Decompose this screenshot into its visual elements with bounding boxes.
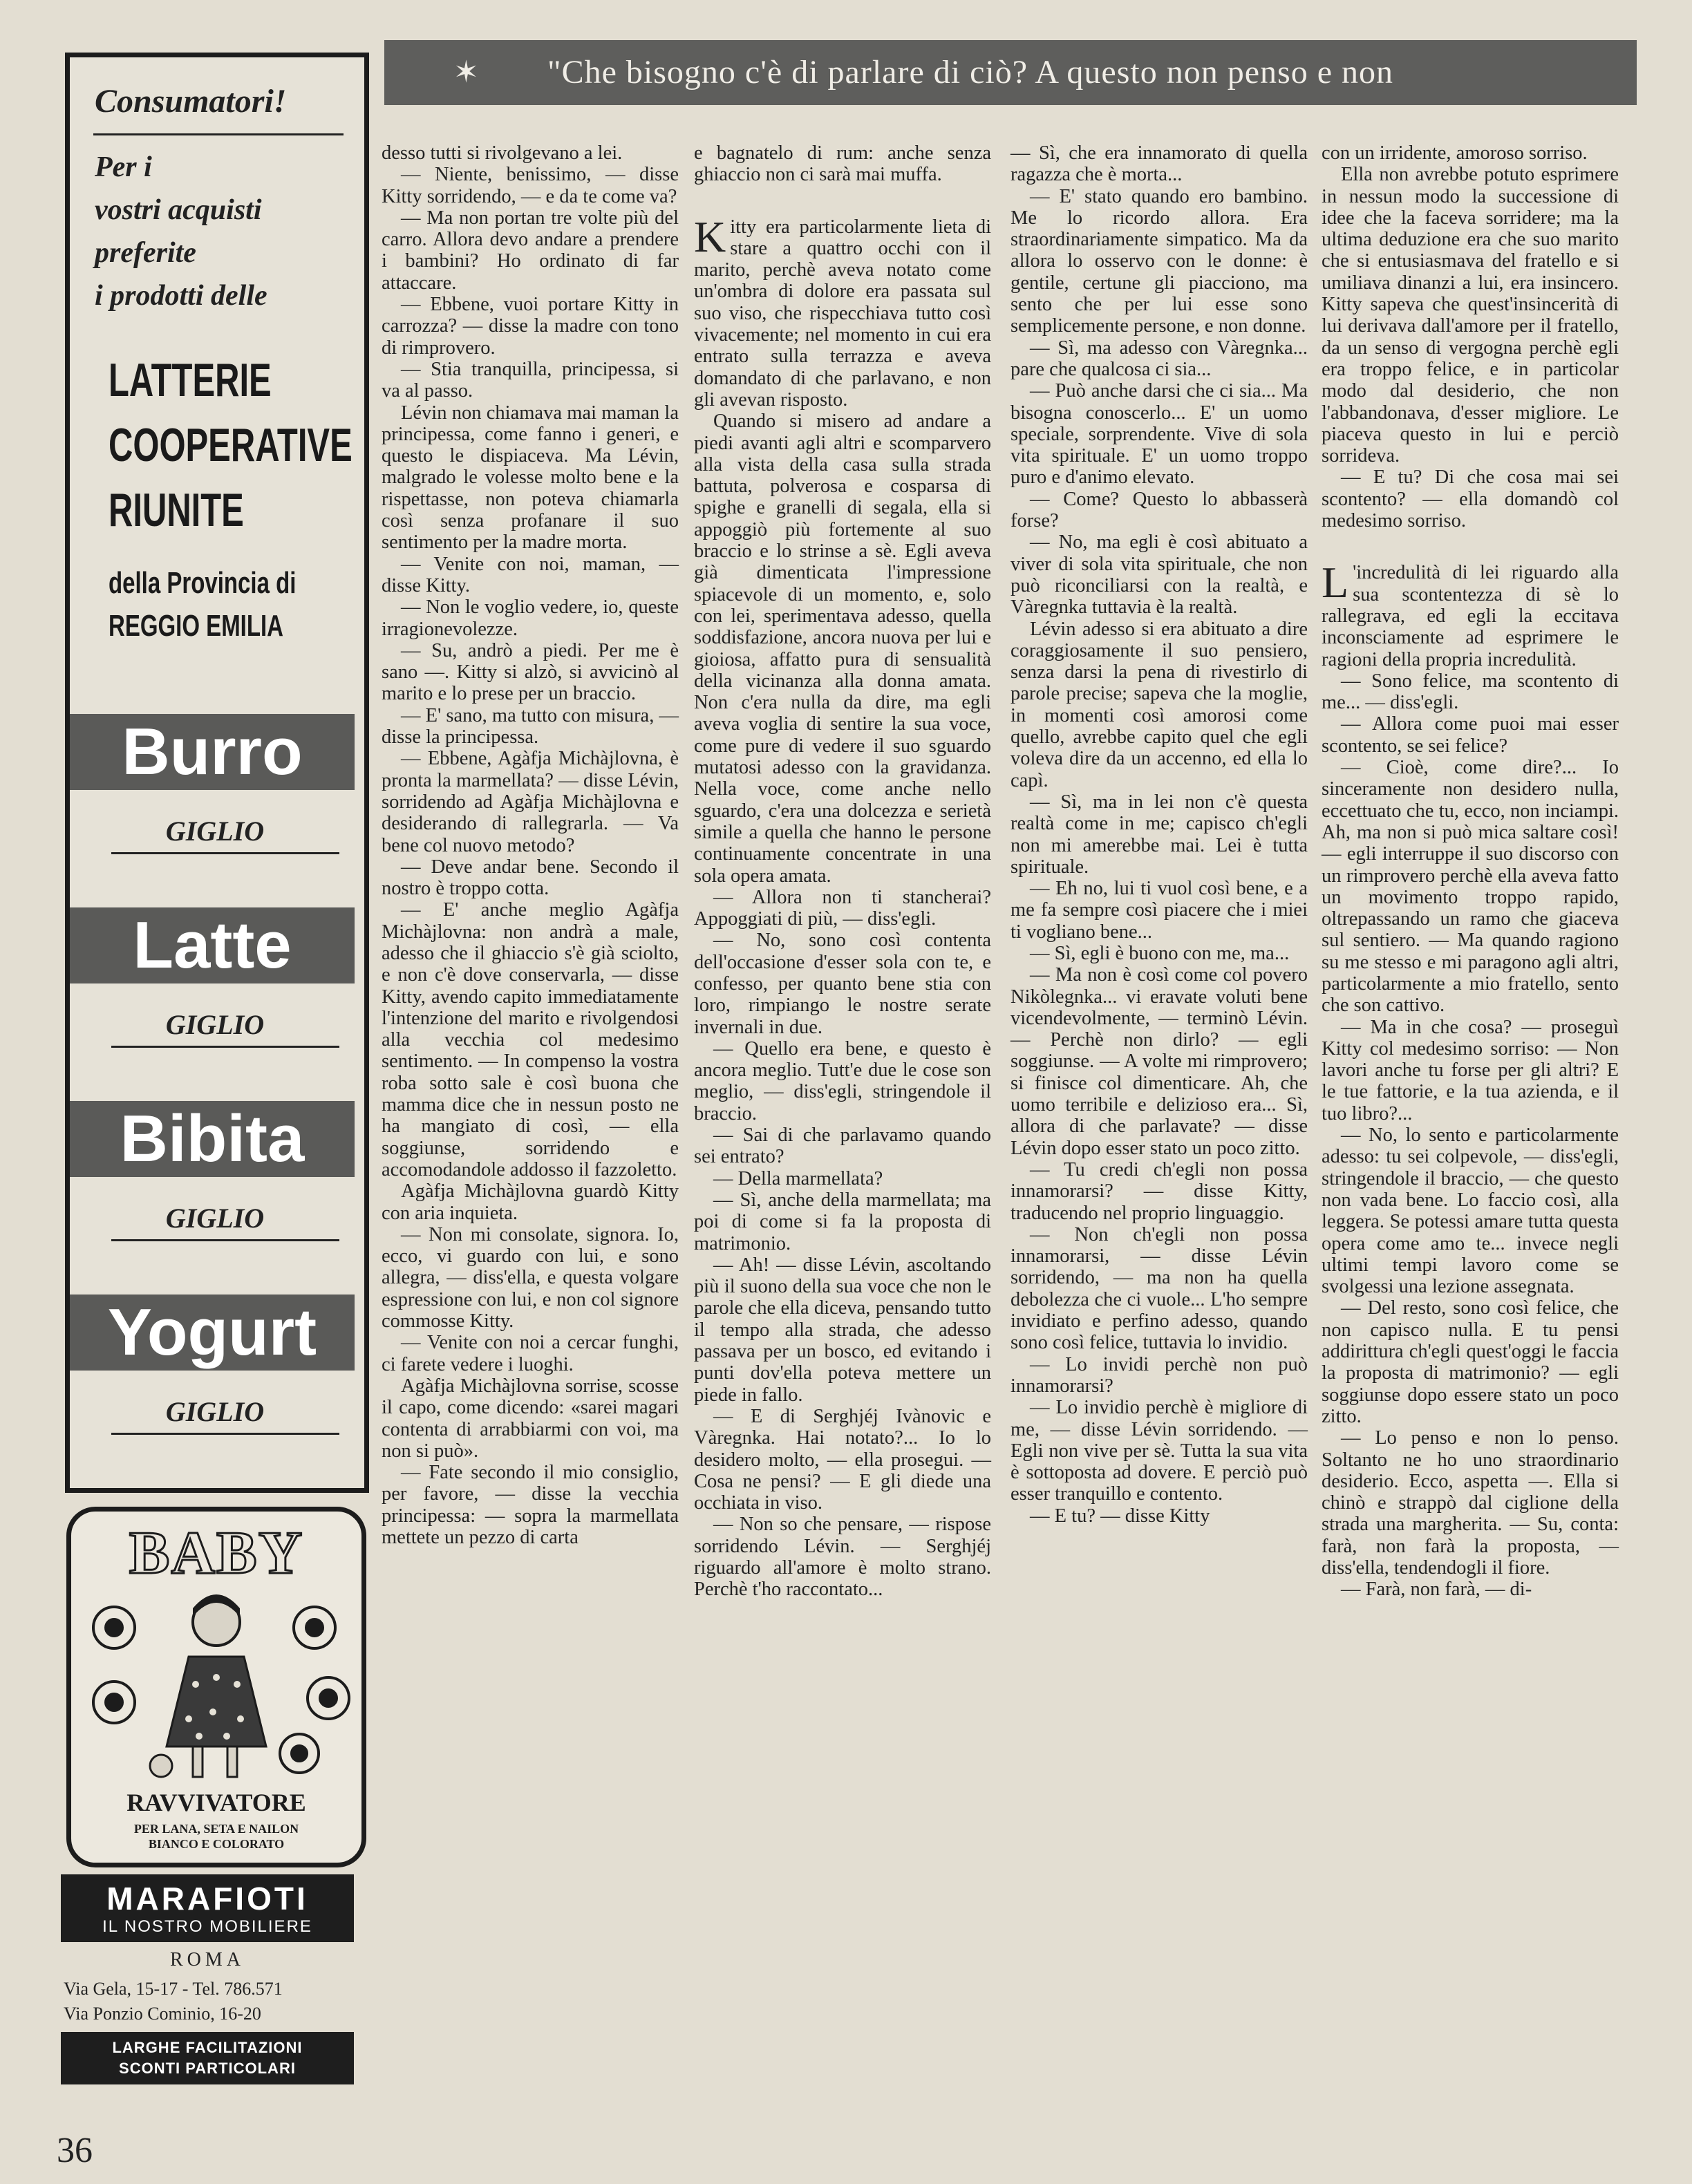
- paragraph: — Non ch'egli non possa innamorarsi, — disse Lévin sorridendo, — ma non ha quella debolezza che ci vuole... L'ho sempre invidiato e perfino adesso, quando sono così felice, tuttavia lo invidio.: [1010, 1223, 1308, 1354]
- divider: [93, 133, 344, 135]
- girl-with-flowers-illustration: [71, 1581, 361, 1788]
- paragraph: — Niente, benissimo, — disse Kitty sorridendo, — e da te come va?: [382, 164, 679, 207]
- product-brand: GIGLIO: [165, 816, 265, 847]
- paragraph: — E tu? Di che cosa mai sei scontento? — ella domandò col medesimo sorriso.: [1322, 467, 1619, 532]
- paragraph: — No, sono così contenta dell'occasione d'esser sola con te, e confesso, per quanto bene stia con loro, rimpiango le nostre serate invernali in due.: [694, 930, 991, 1038]
- paragraph: — E tu? — disse Kitty: [1030, 1505, 1210, 1527]
- paragraph: — Sì, anche della marmellata; ma poi di come si fa la proposta di matrimonio.: [694, 1189, 991, 1254]
- paragraph: — Sono felice, ma scontento di me... — diss'egli.: [1322, 670, 1619, 714]
- paragraph: — No, ma egli è così abituato a viver di sola vita spirituale, che non può riconciliarsi con la realtà, e Vàregnka tuttavia è la realtà.: [1010, 531, 1308, 619]
- ad-province: della Provincia di REGGIO EMILIA: [109, 566, 297, 643]
- paragraph: — Sì, ma in lei non c'è questa realtà come in me; capisco ch'egli non mi amerebbe mai. Lei è tutta spirituale.: [1010, 791, 1308, 878]
- paragraph: — E di Serghjéj Ivànovic e Vàregnka. Hai notato?... Io lo desidero molto, — ella prosegui. — Cosa ne pensi? — E gli diede una occhiata in viso.: [694, 1405, 991, 1514]
- paragraph: — Della marmellata?: [713, 1167, 883, 1189]
- ad-marafioti-city: ROMA: [169, 1949, 245, 1970]
- paragraph: — Fate secondo il mio consiglio, per favore, — disse la vecchia principessa: — sopra la marmellata mettete un pezzo di carta: [382, 1462, 679, 1548]
- paragraph: — Quello era bene, e questo è ancora meglio. Tutt'e due le cose son meglio, — diss'egli, stringendole il braccio.: [694, 1037, 991, 1124]
- paragraph: — Non so che pensare, — rispose sorridendo Lévin. — Serghjéj riguardo all'amore è molto strano. Perchè t'ho raccontato...: [694, 1514, 991, 1601]
- paragraph: — Sì, che era innamorato di quella ragazza che è morta...: [1010, 142, 1308, 186]
- banner-quote: "Che bisogno c'è di parlare di ciò? A questo non penso e non: [547, 54, 1393, 91]
- paragraph: con un irridente, amoroso sorriso.: [1322, 142, 1588, 164]
- ad-marafioti-tagline: IL NOSTRO MOBILIERE: [102, 1917, 312, 1936]
- star-ornament: ✶: [453, 55, 479, 89]
- product-description: PER LANA, SETA E NAILON BIANCO E COLORATO: [133, 1822, 299, 1851]
- paragraph: Lévin adesso si era abituato a dire coraggiosamente il suo pensiero, senza darsi la pena di rivestirlo di parole precise; sapeva che la moglie, in momenti così amorosi come quello, avrebbe capito quel che egli voleva dire da un accenno, ed ella lo capì.: [1010, 618, 1308, 791]
- paragraph: Agàfja Michàjlovna sorrise, scosse il capo, come dicendo: «sarei magari contenta di arrabbiarmi con voi, ma non si può».: [382, 1375, 679, 1462]
- paragraph: — Allora come puoi mai esser scontento, se sei felice?: [1322, 713, 1619, 757]
- paragraph: e bagnatelo di rum: anche senza ghiaccio non ci sarà mai muffa.: [694, 142, 991, 186]
- paragraph: — Su, andrò a piedi. Per me è sano —. Kitty si alzò, si avvicinò al marito e lo prese per un braccio.: [382, 639, 679, 705]
- text-column-4: [1322, 142, 1619, 1601]
- ad-marafioti-name: MARAFIOTI: [106, 1881, 308, 1917]
- product-name: RAVVIVATORE: [126, 1789, 306, 1816]
- paragraph: — Ebbene, vuoi portare Kitty in carrozza? — disse la madre con tono di rimprovero.: [382, 294, 679, 359]
- paragraph: Kitty era particolarmente lieta di stare a quattro occhi con il marito, perchè aveva notato come un'ombra di dolore era passata sul suo viso, che rispecchiava tutto così vivacemente; nel momento in cui era entrato sulla terrazza e aveva domandato di che parlavano, e non gli avevan risposto.: [694, 211, 991, 411]
- product-brand: GIGLIO: [165, 1203, 265, 1234]
- paragraph: — Sai di che parlavamo quando sei entrato?: [694, 1124, 991, 1168]
- paragraph: — Stia tranquilla, principessa, si va al passo.: [382, 358, 679, 402]
- ad-latterie-cooperative: [65, 53, 369, 1493]
- drop-cap: L: [1322, 558, 1349, 608]
- paragraph: — Ma in che cosa? — proseguì Kitty col medesimo sorriso: — Non lavori anche tu forse per gli altri? E le tue fattorie, e la tua azienda, e il tuo libro?...: [1322, 1016, 1619, 1124]
- paragraph: Agàfja Michàjlovna guardò Kitty con aria inquieta.: [382, 1180, 679, 1224]
- paragraph: — Ah! — disse Lévin, ascoltando più il suono della sua voce che non le parole che ella diceva, pensando tutto il tempo alla strada, che adesso passava per un bosco, ed evitando i punti dov'ella poteva mettere un piede in fallo.: [694, 1254, 991, 1406]
- ad-intro: Per i vostri acquisti preferite i prodotti delle: [95, 151, 267, 312]
- paragraph: — Lo invidi perchè non può innamorarsi?: [1010, 1353, 1308, 1397]
- paragraph: — Deve andar bene. Secondo il nostro è troppo cotta.: [382, 856, 679, 900]
- paragraph: — Del resto, sono così felice, che non capisco nulla. E tu pensi addirittura ch'egli quest'oggi le faccia la proposta di matrimonio? — egli soggiunse dopo essere stato un poco zitto.: [1322, 1297, 1619, 1427]
- paragraph: — Eh no, lui ti vuol così bene, e a me fa sempre così piacere che i miei ti vogliano bene...: [1010, 878, 1308, 943]
- product-band-bibita: Bibita: [70, 1101, 355, 1177]
- paragraph: — E' stato quando ero bambino. Me lo ricordo allora. Era straordinariamente simpatico. Ma da allora lo osservo con le donne: è gentile, certune gli piacciono, ma sento che per lui esse sono semplicemente persone, e non donne.: [1010, 185, 1308, 337]
- paragraph: — Tu credi ch'egli non possa innamorarsi? — disse Kitty, traducendo nel proprio linguaggio.: [1010, 1158, 1308, 1224]
- paragraph: — Farà, non farà, — di-: [1341, 1579, 1532, 1601]
- page-number: 36: [57, 2131, 93, 2170]
- product-brand: GIGLIO: [165, 1009, 265, 1040]
- paragraph: — Lo penso e non lo penso. Soltanto ne ho uno straordinario desiderio. Ecco, aspetta —. Ella si chinò e strappò dal ciglione della strada una margherita. — Su, conta: farà, non farà la proposta, — diss'ella, tendendogli il fiore.: [1322, 1427, 1619, 1579]
- paragraph: — E' sano, ma tutto con misura, — disse la principessa.: [382, 704, 679, 749]
- text-column-3: [1010, 142, 1308, 1527]
- paragraph: — Non mi consolate, signora. Io, ecco, vi guardo con lui, e sono allegra, — diss'ella, e questa volgare espressione con lui, e non col signore commosse Kitty.: [382, 1223, 679, 1333]
- paragraph: Quando si misero ad andare a piedi avanti agli altri e scomparvero alla vista della casa sulla strada battuta, polverosa e cosparsa di spighe e granelli di segala, ella si appoggiò più fortemente al suo braccio e lo strinse a sè. Egli aveva già dimenticata l'impressione spiacevole di un momento, e, solo con lei, sperimentava adesso, quella soddisfazione, ancora nuova per lui e gioiosa, affatto pura di sensualità della vicinanza alla donna amata. Non c'era nulla da dire, ma egli aveva voglia di sentire la sua voce, come pure di vedere il suo sguardo mutatosi adesso con la gravidanza. Nella voce, come anche nello sguardo, c'era una dolcezza e serietà simile a quella che hanno le persone continuamente concentrate in una sola opera amata.: [694, 411, 991, 887]
- paragraph: — Sì, ma adesso con Vàregnka... pare che qualcosa ci sia...: [1010, 337, 1308, 380]
- divider: [111, 852, 339, 854]
- ad-marafioti-address: Via Gela, 15-17 - Tel. 786.571 Via Ponzio Cominio, 16-20: [64, 1979, 283, 2024]
- paragraph: — Venite con noi a cercar funghi, ci farete vedere i luoghi.: [382, 1332, 679, 1375]
- paragraph: — Ma non portan tre volte più del carro. Allora devo andare a prendere i bambini? Ho ordinato di far attaccare.: [382, 207, 679, 294]
- product-band-latte: Latte: [70, 907, 355, 983]
- title-banner: [384, 40, 1637, 105]
- product-band-yogurt: Yogurt: [70, 1295, 355, 1371]
- paragraph: — No, lo sento e particolarmente adesso: tu sei colpevole, — diss'egli, stringendole il braccio, — che questo non vada bene. Lo faccio così, alla leggera. Se potessi amare tutta questa opera come amo te... invece negli ultimi tempi lavoro come se svolgessi una lezione assegnata.: [1322, 1124, 1619, 1298]
- paragraph: — Ebbene, Agàfja Michàjlovna, è pronta la marmellata? — disse Lévin, sorridendo ad Agàfja Michàjlovna e desiderando di rallegrarla. — Va bene col nuovo metodo?: [382, 748, 679, 856]
- baby-logo: BABY: [129, 1520, 304, 1587]
- ad-marafioti: [61, 1874, 354, 1942]
- paragraph: Lévin non chiamava mai maman la principessa, come fanno i generi, e questo le dispiaceva. Ma Lévin, malgrado le volesse molto bene e la rispettasse, non poteva chiamarla così senza profanare il suo sentimento per la madre morta.: [382, 402, 679, 554]
- paragraph: desso tutti si rivolgevano a lei.: [382, 142, 623, 164]
- product-band-burro: Burro: [70, 714, 355, 790]
- paragraph: — Cioè, come dire?... Io sinceramente non desidero nulla, eccettuato che tu, ecco, non inciampi. Ah, ma non si può mica saltare così! — egli interruppe il suo discorso con un rimprovero perchè ella aveva fatto un movimento troppo rapido, oltrepassando un ramo che giaceva sul sentiero. — Ma quando ragiono su me stesso e mi paragono agli altri, particolarmente a mio fratello, sento che son cattivo.: [1322, 757, 1619, 1017]
- text-column-1: [382, 142, 679, 1548]
- paragraph: — Come? Questo lo abbasserà forse?: [1010, 488, 1308, 532]
- paragraph: L 'incredulità di lei riguardo alla sua scontentezza di sè lo rallegrava, ed egli la eccitava inconsciamente ad esprimere le ragioni della propria incredulità.: [1322, 558, 1619, 670]
- divider: [111, 1433, 339, 1435]
- paragraph: — Può anche darsi che ci sia... Ma bisogna conoscerlo... E' un uomo speciale, sorprendente. Vive di sola vita spirituale. E' un uomo troppo puro e d'animo elevato.: [1010, 380, 1308, 489]
- paragraph: — Venite con noi, maman, — disse Kitty.: [382, 553, 679, 596]
- paragraph: — Lo invidio perchè è migliore di me, — disse Lévin sorridendo. — Egli non vive per sè. Tutta la sua vita è sottoposta ad dovere. E perciò può esser tranquillo e contento.: [1010, 1397, 1308, 1505]
- ad-marafioti-offer: LARGHE FACILITAZIONI SCONTI PARTICOLARI: [61, 2032, 354, 2084]
- ad-brand-name: LATTERIE COOPERATIVE RIUNITE: [109, 354, 352, 536]
- drop-cap: K: [694, 211, 726, 261]
- text-column-2: [694, 142, 991, 1601]
- ad-baby: [66, 1507, 366, 1867]
- paragraph: — Allora non ti stancherai? Appoggiati di più, — diss'egli.: [694, 886, 991, 930]
- paragraph: — Non le voglio vedere, io, queste irragionevolezze.: [382, 596, 679, 640]
- paragraph: — E' anche meglio Agàfja Michàjlovna: non andrà a male, adesso che il ghiaccio s'è già sciolto, e non c'è dove conservarla, — disse Kitty, avendo capito immediatamente l'intenzione del marito e rivolgendosi alla vecchia col medesimo sentimento. — In compenso la vostra roba sotto sale è così buona che mamma dice che in nessun posto ne ha mangiato di così, — ella soggiunse, sorridendo e accomodandole addosso il fazzoletto.: [382, 899, 679, 1180]
- girl-figure: [150, 1594, 266, 1777]
- divider: [111, 1046, 339, 1048]
- paragraph: Ella non avrebbe potuto esprimere in nessun modo la successione di idee che la faceva sorridere; ma la ultima deduzione era che suo marito che si entusiasmava del fratello e si umiliava dinanzi a lui, era insincero. Kitty sapeva che quest'insincerità di lui derivava dall'amore per il fratello, da un senso di vergogna perchè egli era troppo felice, e in particolar modo dal desiderio, che non l'abbandonava, d'esser migliore. Le piaceva questo in lui e perciò sorrideva.: [1322, 164, 1619, 467]
- ad-headline: Consumatori!: [95, 83, 287, 120]
- paragraph: — Sì, egli è buono con me, ma...: [1030, 942, 1290, 964]
- divider: [111, 1239, 339, 1241]
- paragraph: — Ma non è così come col povero Nikòlegnka... vi eravate voluti bene vicendevolmente, — terminò Lévin. — Perchè non dirlo? — egli soggiunse. — A volte mi rimprovero; si finisce col dimenticare. Ah, che uomo terribile e delizioso era... Sì, allora di che parlavate? — disse Lévin dopo esser stato un poco zitto.: [1010, 964, 1308, 1159]
- product-brand: GIGLIO: [165, 1396, 265, 1427]
